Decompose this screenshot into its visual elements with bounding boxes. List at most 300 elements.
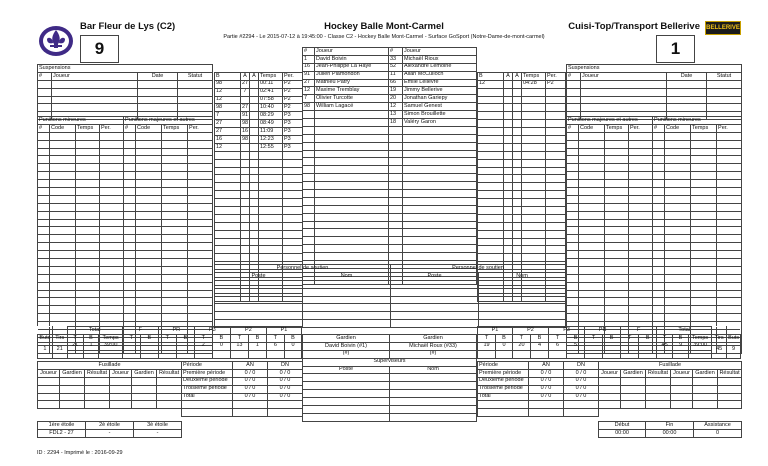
table-cell <box>513 207 522 215</box>
table-cell <box>124 164 136 172</box>
table-cell <box>100 251 124 259</box>
player-number: 19 <box>389 87 403 95</box>
col-nom: Nom <box>479 272 566 280</box>
table-cell <box>605 259 629 267</box>
table-cell <box>403 229 477 237</box>
table-cell <box>504 222 513 230</box>
supervisors-header: Superviseurs <box>303 358 477 366</box>
home-score: 9 <box>80 35 119 63</box>
table-cell <box>629 306 653 314</box>
col-joueur: Joueur <box>52 72 138 80</box>
col-joueur: Joueur <box>110 369 132 377</box>
table-cell <box>303 320 391 328</box>
table-cell <box>76 188 100 196</box>
table-cell <box>76 219 100 227</box>
home-p3-b: 0 <box>212 342 230 350</box>
table-cell <box>629 251 653 259</box>
total-header: Total <box>67 327 122 335</box>
table-cell <box>188 195 213 203</box>
table-cell <box>629 235 653 243</box>
table-row <box>303 213 389 221</box>
first-star-header: 1ère étoile <box>38 422 86 430</box>
table-cell <box>403 237 477 245</box>
table-row <box>389 205 477 213</box>
period-dn: 0 / 0 <box>564 377 599 385</box>
table-cell <box>303 221 315 229</box>
table-row <box>215 214 303 222</box>
player-name: Mathieu Patry <box>315 79 389 87</box>
home-shootout-table <box>37 361 182 409</box>
goal-row <box>215 88 303 96</box>
away-total-t: 45 <box>657 342 673 350</box>
period-an: 0 / 0 <box>529 393 564 401</box>
table-cell <box>283 214 303 222</box>
home-penalties-table <box>37 116 213 354</box>
table-cell <box>629 266 653 274</box>
player-name: Julien Plamondon <box>315 71 389 79</box>
table-cell <box>303 288 391 296</box>
table-cell <box>250 230 259 238</box>
table-cell <box>136 243 162 251</box>
col-temps: Temps <box>688 334 711 342</box>
table-cell <box>233 401 268 409</box>
goalies-table <box>302 334 477 422</box>
table-cell <box>283 183 303 191</box>
table-cell <box>50 164 76 172</box>
table-cell <box>522 120 546 128</box>
player-name: Maxime Tremblay <box>315 87 389 95</box>
col-t: T <box>122 334 140 342</box>
table-cell <box>283 167 303 175</box>
table-row <box>38 132 213 140</box>
table-cell <box>691 235 717 243</box>
col-per: Per. <box>100 124 124 132</box>
table-cell <box>38 243 50 251</box>
home-team-logo <box>38 22 74 58</box>
table-row <box>478 401 599 409</box>
table-cell <box>579 243 605 251</box>
table-row <box>38 243 213 251</box>
minor-penalties-header: Punitions mineures <box>653 117 742 125</box>
table-cell <box>522 183 546 191</box>
table-cell <box>653 156 665 164</box>
table-cell <box>188 235 213 243</box>
col-gardien: Gardien <box>621 369 646 377</box>
table-cell <box>546 214 566 222</box>
goal-period: P2 <box>546 80 566 88</box>
table-cell <box>124 148 136 156</box>
table-cell <box>579 148 605 156</box>
table-cell <box>76 259 100 267</box>
table-row <box>478 120 566 128</box>
table-cell <box>504 183 513 191</box>
table-cell <box>100 211 124 219</box>
table-cell <box>665 290 691 298</box>
table-row <box>478 104 566 112</box>
player-name: Jimmy Bellerive <box>403 87 477 95</box>
table-cell <box>605 227 629 235</box>
goal-assist <box>241 143 250 151</box>
table-row <box>215 222 303 230</box>
col-b: B <box>603 334 621 342</box>
goal-period: P3 <box>283 143 303 151</box>
table-cell <box>188 211 213 219</box>
home-p1-b: 0 <box>284 342 301 350</box>
table-cell <box>546 104 566 112</box>
table-cell <box>522 238 546 246</box>
table-cell <box>76 211 100 219</box>
p3-header: P3 <box>194 327 230 335</box>
col-per: Per. <box>629 124 653 132</box>
period-row <box>478 385 599 393</box>
player-name: Olivier Turcotte <box>315 95 389 103</box>
table-cell <box>567 203 579 211</box>
period-name: Total <box>182 393 233 401</box>
table-cell <box>215 246 241 254</box>
table-cell <box>605 282 629 290</box>
table-cell <box>504 246 513 254</box>
table-cell <box>567 235 579 243</box>
table-cell <box>188 219 213 227</box>
table-cell <box>188 132 213 140</box>
col-tirs: Tirs <box>712 334 727 342</box>
home-p2-b: 1 <box>248 342 266 350</box>
period-row <box>182 377 303 385</box>
table-cell <box>504 96 513 104</box>
table-row <box>215 167 303 175</box>
table-cell <box>215 191 241 199</box>
period-dn: 0 / 0 <box>268 369 303 377</box>
table-cell <box>567 148 579 156</box>
table-cell <box>188 188 213 196</box>
game-title: Hockey Balle Mont-Carmel <box>324 21 444 32</box>
table-cell <box>629 132 653 140</box>
table-cell <box>38 219 50 227</box>
third-star: - <box>134 429 182 437</box>
table-cell <box>315 190 389 198</box>
goal-period: P2 <box>283 88 303 96</box>
table-cell <box>605 219 629 227</box>
table-cell <box>513 159 522 167</box>
col-t: T <box>230 334 248 342</box>
roster-row <box>389 87 477 95</box>
table-cell <box>100 132 124 140</box>
table-cell <box>579 282 605 290</box>
table-cell <box>629 274 653 282</box>
table-cell <box>513 88 522 96</box>
table-cell <box>259 254 283 262</box>
table-cell <box>389 253 403 261</box>
col-joueur: Joueur <box>671 369 693 377</box>
table-cell <box>691 274 717 282</box>
table-cell <box>124 180 136 188</box>
away-roster-table <box>388 47 477 285</box>
table-cell <box>579 132 605 140</box>
table-cell <box>124 290 136 298</box>
table-cell <box>605 164 629 172</box>
table-cell <box>504 143 513 151</box>
table-cell <box>303 190 315 198</box>
table-row <box>215 312 566 320</box>
table-cell <box>717 188 742 196</box>
table-cell <box>579 164 605 172</box>
table-cell <box>162 298 188 306</box>
col-hash: # <box>38 72 52 80</box>
table-cell <box>76 251 100 259</box>
minor-penalties-header: Punitions mineures <box>38 117 124 125</box>
table-cell <box>76 306 100 314</box>
table-cell <box>162 274 188 282</box>
table-cell <box>665 243 691 251</box>
table-cell <box>136 235 162 243</box>
table-cell <box>522 143 546 151</box>
table-cell <box>653 314 665 322</box>
table-cell <box>522 136 546 144</box>
table-cell <box>241 214 250 222</box>
col-per: Per. <box>188 124 213 132</box>
table-cell <box>546 128 566 136</box>
table-cell <box>513 222 522 230</box>
pr-header: PR <box>585 327 621 335</box>
table-cell <box>76 298 100 306</box>
goal-assist: 98 <box>242 135 249 142</box>
table-cell <box>241 238 250 246</box>
roster-row <box>303 79 389 87</box>
table-cell <box>546 143 566 151</box>
player-name: Allan McCulloch <box>403 71 477 79</box>
table-cell <box>100 274 124 282</box>
table-cell <box>478 88 504 96</box>
table-cell <box>389 134 403 142</box>
table-cell <box>283 207 303 215</box>
table-cell <box>389 182 403 190</box>
table-cell <box>76 132 100 140</box>
table-cell <box>50 314 76 322</box>
table-cell <box>653 243 665 251</box>
table-row <box>38 259 213 267</box>
table-cell <box>567 314 579 322</box>
goal-assist: 7 <box>241 88 250 96</box>
col-hash: # <box>124 124 136 132</box>
player-name: Jonathan Gariepy <box>403 95 477 103</box>
table-cell <box>162 203 188 211</box>
table-cell <box>504 159 513 167</box>
player-number: 12 <box>303 87 315 95</box>
table-cell <box>691 211 717 219</box>
table-cell <box>504 207 513 215</box>
period-an: 0 / 0 <box>529 385 564 393</box>
table-cell <box>579 290 605 298</box>
col-temps: Temps <box>522 72 546 80</box>
table-cell <box>653 251 665 259</box>
goal-scorer: 27 <box>215 120 241 128</box>
table-cell <box>504 254 513 262</box>
goal-time: 12:55 <box>259 143 283 151</box>
table-cell <box>136 219 162 227</box>
table-cell <box>38 306 50 314</box>
player-number: 12 <box>389 103 403 111</box>
away-p2-t: 20 <box>512 342 530 350</box>
table-row <box>389 150 477 158</box>
table-cell <box>136 282 162 290</box>
table-cell <box>389 150 403 158</box>
table-cell <box>136 227 162 235</box>
table-cell <box>50 243 76 251</box>
away-p1-b: 0 <box>496 342 513 350</box>
table-cell <box>567 195 579 203</box>
table-cell <box>124 219 136 227</box>
table-cell <box>691 203 717 211</box>
table-cell <box>100 203 124 211</box>
table-cell <box>403 142 477 150</box>
table-cell <box>478 207 504 215</box>
table-cell <box>215 280 303 288</box>
table-cell <box>478 191 504 199</box>
goal-row <box>215 112 303 120</box>
fin-header: Fin <box>646 422 694 430</box>
first-star: FDL2 - 27 <box>38 429 86 437</box>
table-cell <box>717 290 742 298</box>
player-number: 33 <box>389 55 403 63</box>
home-p2-t: 13 <box>230 342 248 350</box>
table-row <box>215 183 303 191</box>
table-row <box>389 134 477 142</box>
player-name: Michaël Rioux <box>403 55 477 63</box>
table-cell <box>50 203 76 211</box>
table-cell <box>567 227 579 235</box>
table-cell <box>38 156 50 164</box>
table-cell <box>162 164 188 172</box>
table-cell <box>691 188 717 196</box>
table-cell <box>136 156 162 164</box>
table-cell <box>303 253 315 261</box>
table-cell <box>100 290 124 298</box>
table-row <box>303 150 389 158</box>
table-cell <box>567 306 579 314</box>
table-cell <box>50 132 76 140</box>
goal-period: P3 <box>283 120 303 128</box>
table-cell <box>303 205 315 213</box>
table-cell <box>567 251 579 259</box>
col-code: Code <box>50 124 76 132</box>
col-gardien: Gardien <box>60 369 85 377</box>
table-row <box>38 314 213 322</box>
period-name: Deuxième période <box>182 377 233 385</box>
table-cell <box>50 195 76 203</box>
table-cell <box>479 288 566 296</box>
table-cell <box>717 314 742 322</box>
table-row <box>478 112 566 120</box>
col-hash: # <box>653 124 665 132</box>
table-row <box>567 274 742 282</box>
table-row <box>567 172 742 180</box>
goal-period: P3 <box>283 128 303 136</box>
table-cell <box>717 227 742 235</box>
table-cell <box>665 235 691 243</box>
table-cell <box>665 298 691 306</box>
table-cell <box>303 280 391 288</box>
col-per: Per. <box>546 72 566 80</box>
table-cell <box>653 274 665 282</box>
table-cell <box>579 306 605 314</box>
table-cell <box>478 230 504 238</box>
table-cell <box>717 306 742 314</box>
table-row <box>478 159 566 167</box>
table-cell <box>691 282 717 290</box>
table-cell <box>629 211 653 219</box>
away-penalties-table <box>566 116 742 354</box>
table-cell <box>546 199 566 207</box>
away-temps: 39:00 <box>688 342 711 350</box>
table-cell <box>250 151 259 159</box>
home-p3-t: 2 <box>194 342 212 350</box>
table-cell <box>389 190 403 198</box>
away-stats-table <box>477 326 741 359</box>
table-cell <box>513 238 522 246</box>
away-suspensions-table <box>566 64 742 120</box>
table-cell <box>567 274 579 282</box>
table-row <box>215 246 303 254</box>
table-cell <box>653 211 665 219</box>
away-buts: 9 <box>727 342 741 358</box>
table-cell <box>579 259 605 267</box>
col-t: T <box>657 334 673 342</box>
table-cell <box>136 195 162 203</box>
table-cell <box>513 183 522 191</box>
table-cell <box>567 164 579 172</box>
table-cell <box>124 227 136 235</box>
table-cell <box>504 238 513 246</box>
goal-period: P3 <box>283 136 303 144</box>
assistance-count: 0 <box>694 429 742 437</box>
table-row <box>38 282 213 290</box>
table-cell <box>653 148 665 156</box>
table-cell <box>303 182 315 190</box>
goal-assist <box>250 143 259 151</box>
table-cell <box>513 112 522 120</box>
table-cell <box>391 288 479 296</box>
period-row <box>182 393 303 401</box>
col-b: B <box>83 334 99 342</box>
table-cell <box>38 259 50 267</box>
table-cell <box>579 219 605 227</box>
table-cell <box>717 203 742 211</box>
table-row <box>478 238 566 246</box>
goal-assist <box>250 120 259 128</box>
table-cell <box>691 251 717 259</box>
table-row <box>38 219 213 227</box>
roster-row <box>303 63 389 71</box>
table-cell <box>188 203 213 211</box>
col-resultat: Résultat <box>719 369 740 376</box>
table-cell <box>522 222 546 230</box>
table-cell <box>100 164 124 172</box>
table-cell <box>136 148 162 156</box>
table-cell <box>188 259 213 267</box>
table-cell <box>479 304 566 312</box>
table-cell <box>717 219 742 227</box>
table-cell <box>717 251 742 259</box>
table-cell <box>691 266 717 274</box>
table-cell <box>124 266 136 274</box>
home-goalie-sub: (#) <box>303 350 390 358</box>
table-cell <box>478 136 504 144</box>
table-cell <box>513 104 522 112</box>
col-temps: Temps <box>259 72 283 80</box>
period-dn: 0 / 0 <box>268 377 303 385</box>
table-cell <box>522 112 546 120</box>
table-cell <box>188 266 213 274</box>
